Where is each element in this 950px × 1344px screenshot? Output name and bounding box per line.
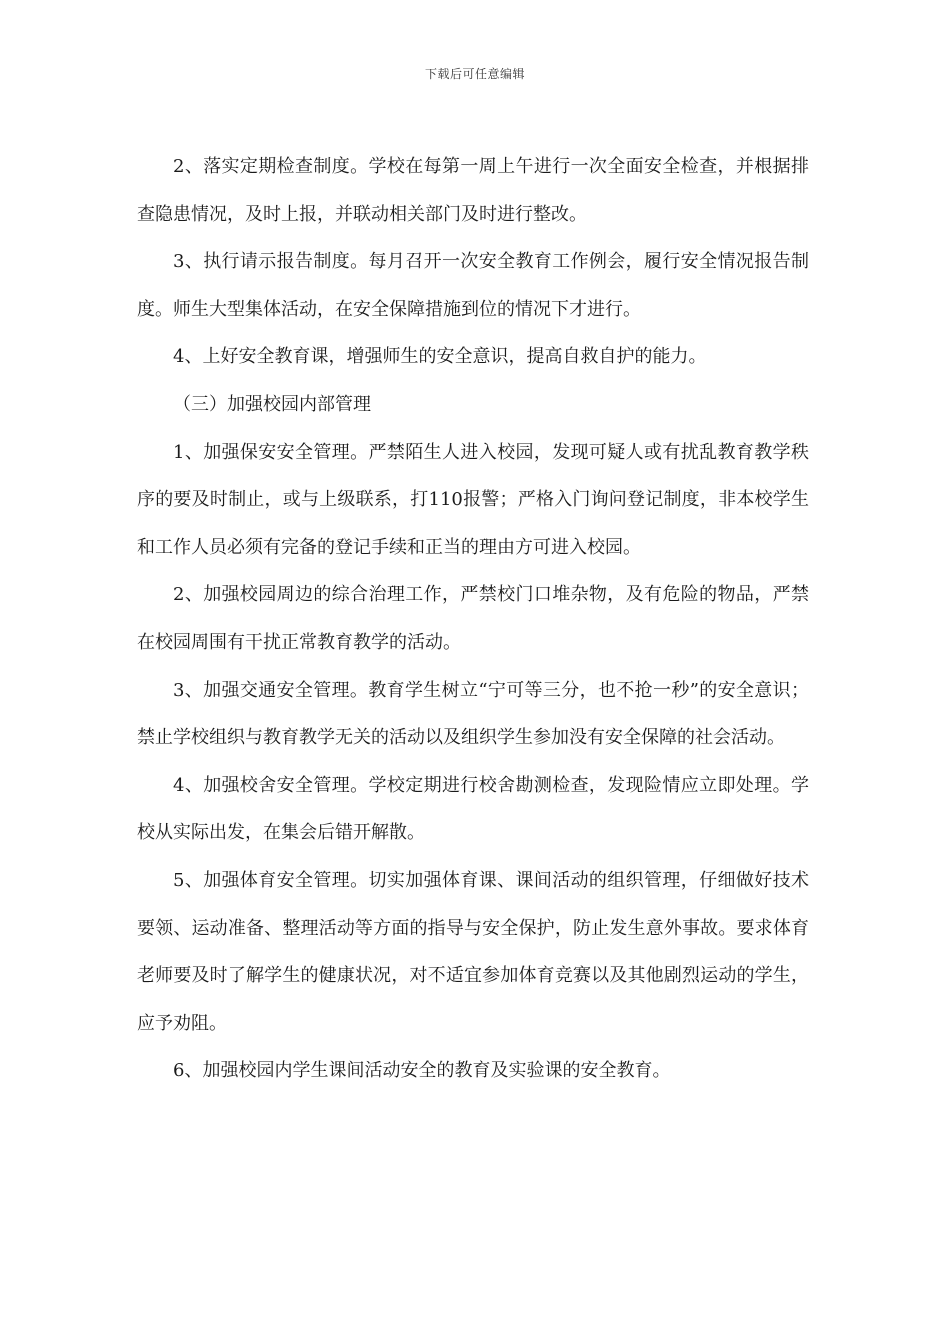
paragraph-safety-class: 4、上好安全教育课，增强师生的安全意识，提高自救自护的能力。 [173,346,707,368]
paragraph-surroundings: 2、加强校园周边的综合治理工作，严禁校门口堆杂物，及有危险的物品，严禁在校园周围有干扰正常教育教学的活动。 [137,584,809,653]
paragraph-report-system: 3、执行请示报告制度。每月召开一次安全教育工作例会，履行安全情况报告制度。师生大型集体活动，在安全保障措施到位的情况下才进行。 [137,251,809,320]
document-body [137,143,809,1095]
paragraph-regular-inspection: 2、落实定期检查制度。学校在每第一周上午进行一次全面安全检查，并根据排查隐患情况，及时上报，并联动相关部门及时进行整改。 [137,156,809,225]
paragraph-traffic-safety: 3、加强交通安全管理。教育学生树立“宁可等三分，也不抢一秒”的安全意识；禁止学校组织与教育教学无关的活动以及组织学生参加没有安全保障的社会活动。 [137,679,809,749]
section-heading-internal-management: （三）加强校园内部管理 [173,393,371,415]
paragraph-building-safety: 4、加强校舍安全管理。学校定期进行校舍勘测检查，发现险情应立即处理。学校从实际出发，在集会后错开解散。 [137,774,809,844]
paragraph-activity-lab-safety: 6、加强校园内学生课间活动安全的教育及实验课的安全教育。 [173,1060,671,1082]
paragraph-security-management: 1、加强保安安全管理。严禁陌生人进入校园，发现可疑人或有扰乱教育教学秩序的要及时制止，或与上级联系，打110报警；严格入门询问登记制度，非本校学生和工作人员必须有完备的登记手续和正当的理由方可进入校园。 [137,441,809,558]
page-header: 下载后可任意编辑 [424,67,525,81]
paragraph-sports-safety: 5、加强体育安全管理。切实加强体育课、课间活动的组织管理，仔细做好技术要领、运动准备、整理活动等方面的指导与安全保护，防止发生意外事故。要求体育老师要及时了解学生的健康状况，对不适宜参加体育竞赛以及其他剧烈运动的学生，应予劝阻。 [137,869,809,1034]
